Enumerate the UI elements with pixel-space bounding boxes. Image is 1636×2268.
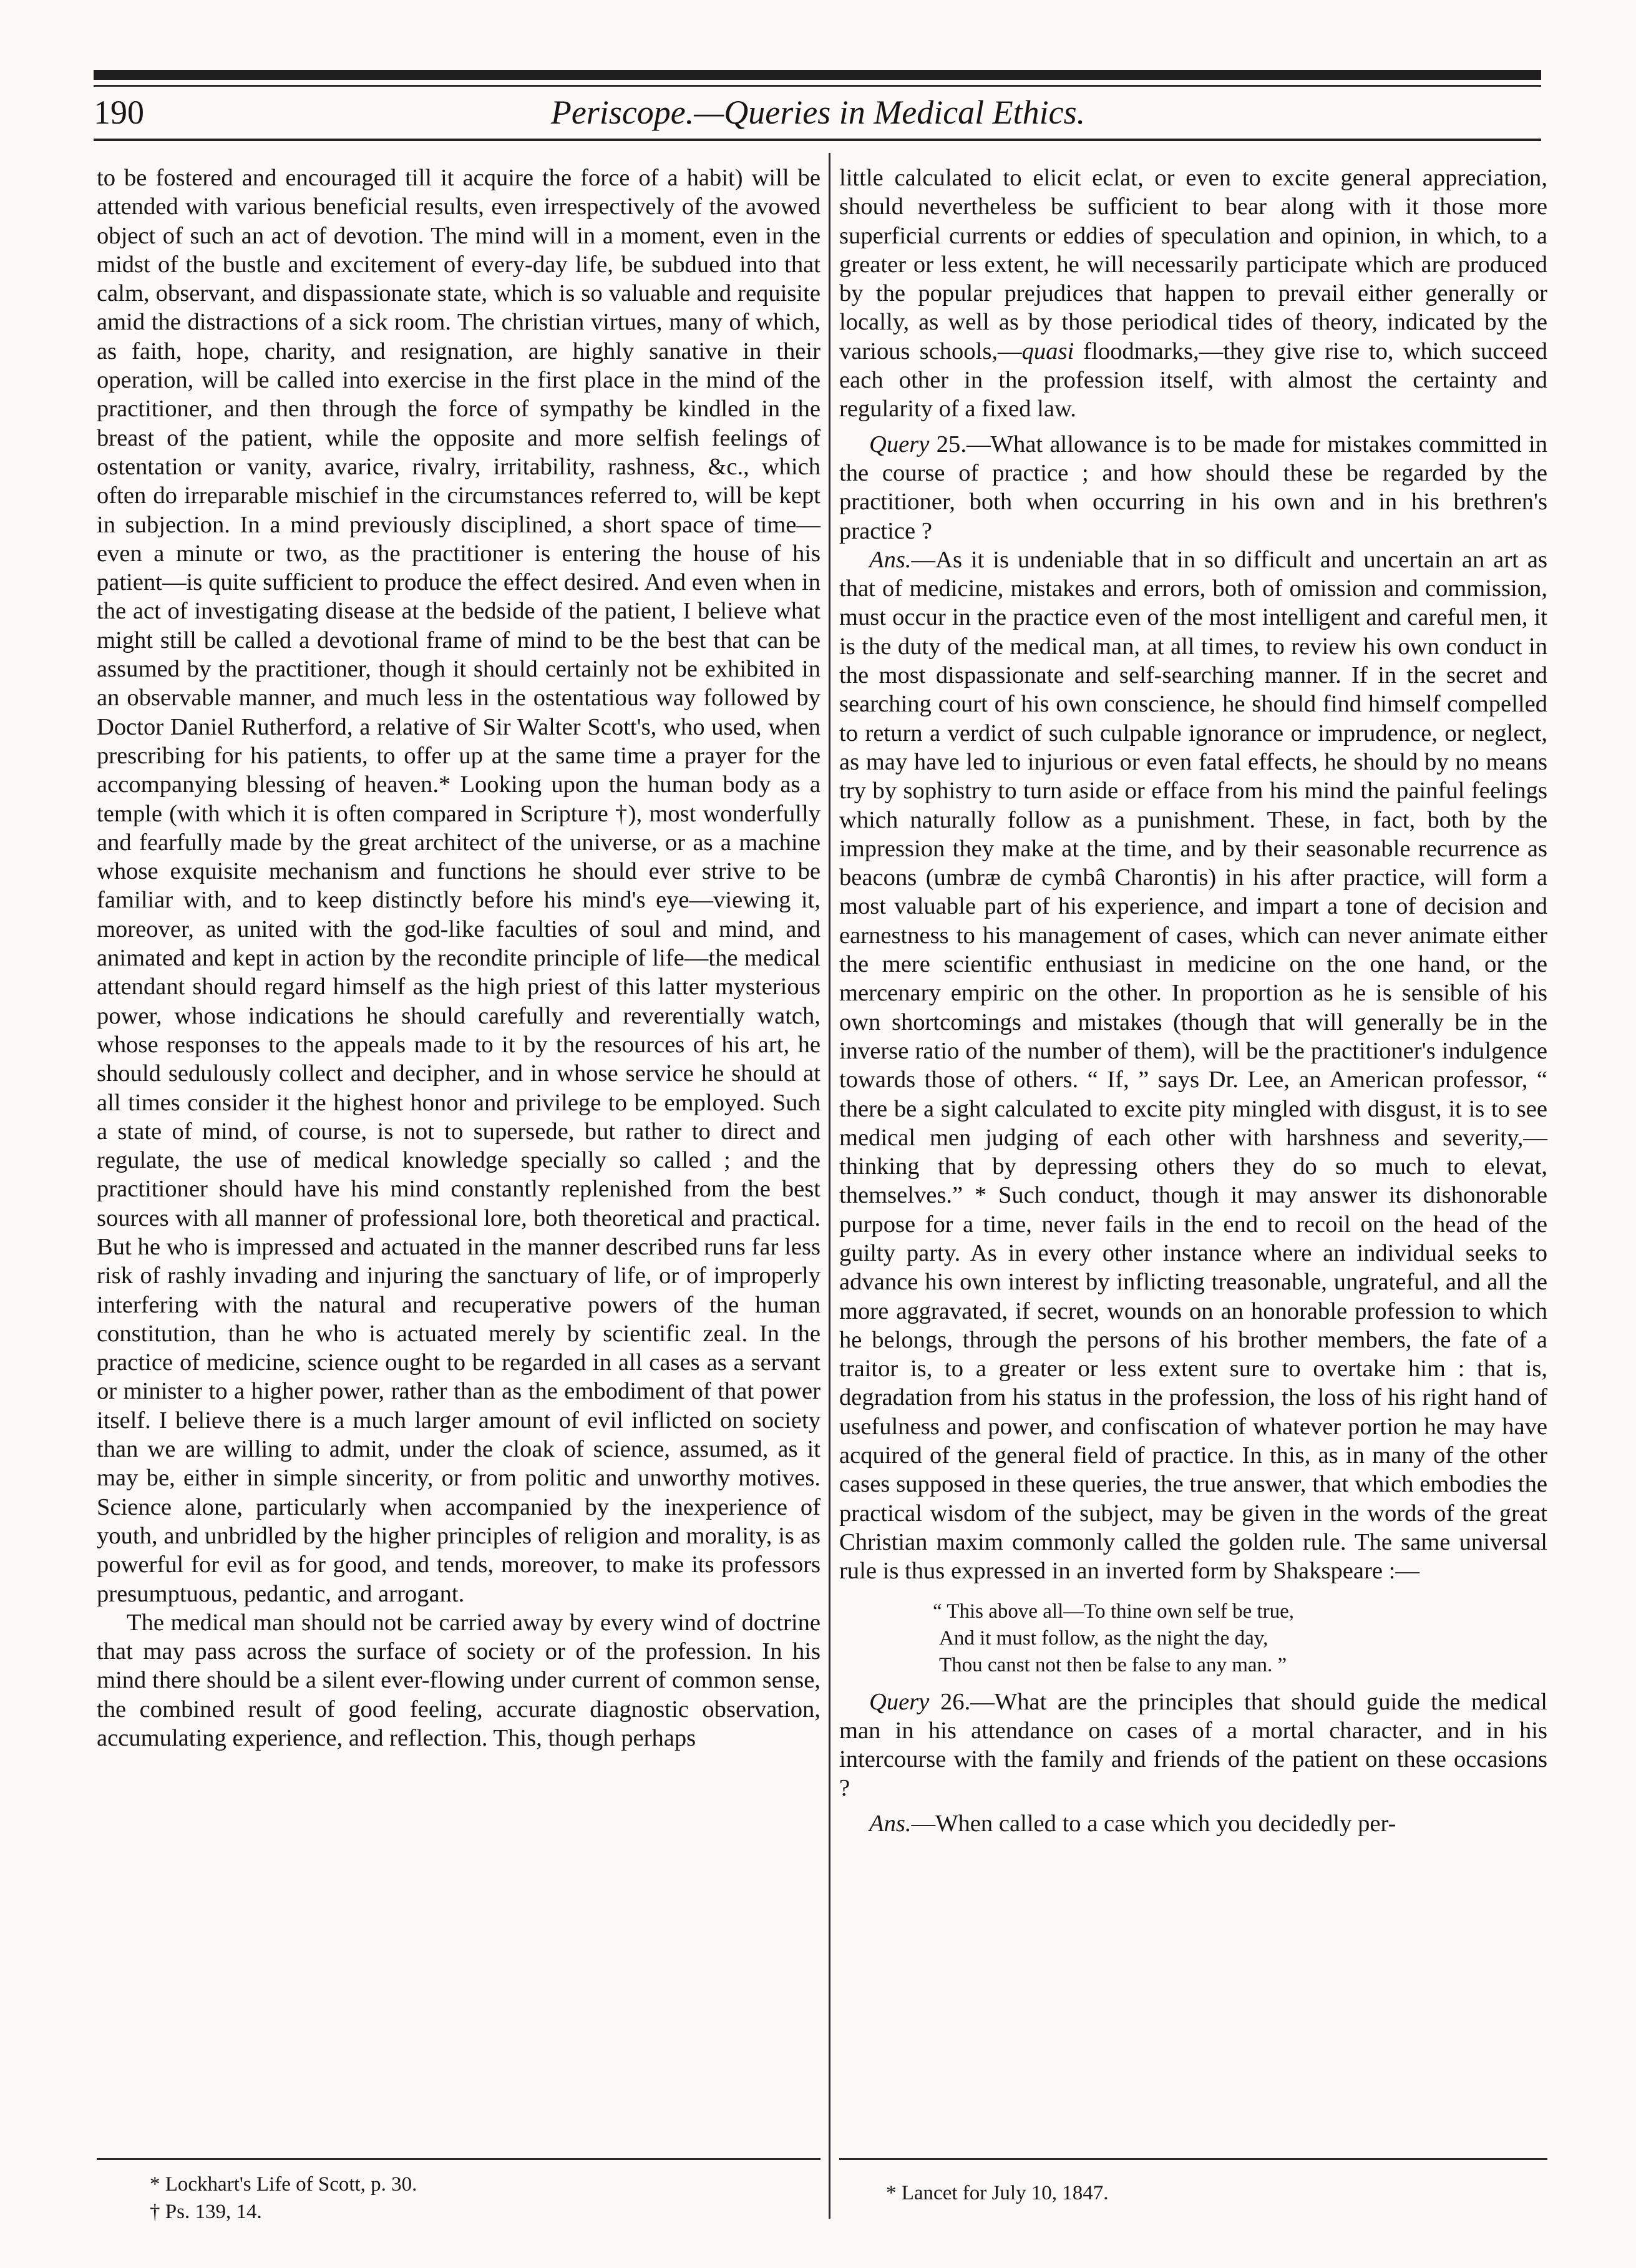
footnote-lancet: * Lancet for July 10, 1847. — [886, 2182, 1109, 2204]
left-paragraph-2: The medical man should not be carried away by every wind of doctrine that may pass across the surface of society or of the profession. In his mind there should be a silent ever-flowing under current of common sense, the combined result of good feeling, accurate diagnostic observation, accumulating experience, and reflection. This, though perhaps — [97, 1609, 820, 1752]
column-divider — [829, 153, 830, 2219]
page-number: 190 — [94, 94, 144, 131]
right-paragraph-1: little calculated to elicit eclat, or even to excite general appreciation, should nevertheless be sufficient to bear along with it those more superficial currents or eddies of speculation and opinion, in which, to a greater or less extent, he will necessarily participate which are produced by the popular prejudices that happen to prevail either generally or locally, as well as by those periodical tides of theory, indicated by the various schools,—quasi floodmarks,—they give rise to, which succeed each other in the profession itself, with almost the certainty and regularity of a fixed law. — [839, 165, 1548, 423]
answer-25: Ans.—As it is undeniable that in so difficult and uncertain an art as that of medicine, mistakes and errors, both of omission and commission, must occur in the practice even of the most intelligent and careful men, it is the duty of the medical man, at all times, to review his own conduct in the most dispassionate and self-searching manner. If in the secret and searching court of his own conscience, he should find himself compelled to return a verdict of such culpable ignorance or imprudence, or neglect, as may have led to injurious or even fatal effects, he should by no means try by sophistry to turn aside or efface from his mind the painful feelings which naturally follow as a punishment. These, in fact, both by the impression they make at the time, and by their seasonable recurrence as beacons (umbræ de cymbâ Charontis) in his after practice, will form a most valuable part of his experience, and impart a tone of decision and earnestness to his management of cases, which can never animate either the mere scientific enthusiast in medicine on the one hand, or the mercenary empiric on the other. In proportion as he is sensible of his own shortcomings and mistakes (though that will generally be in the inverse ratio of the number of them), will be the practitioner's indulgence towards those of others. “ If, ” says Dr. Lee, an American professor, “ there be a sight calculated to excite pity mingled with disgust, it is to see medical men judging of each other with harshness and severity,—thinking that by depressing others they do so much to elevat, themselves.” * Such conduct, though it may answer its dishonorable purpose for a time, never fails in the end to recoil on the head of the guilty party. As in every other instance where an individual seeks to advance his own interest by inflicting treasonable, ungrateful, and all the more aggravated, if secret, wounds on an honorable profession to which he belongs, through the persons of his brother members, the fate of a traitor is, to a greater or less extent sure to overtake him : that is, degradation from his status in the profession, the loss of his right hand of usefulness and power, and confiscation of whatever portion he may have acquired of the general field of practice. In this, as in many of the other cases supposed in these queries, the true answer, that which embodies the practical wisdom of the subject, may be given in the words of the great Christian maxim commonly called the golden rule. The same universal rule is thus expressed in an inverted form by Shakspeare :— — [839, 546, 1547, 1585]
poem-line-1: “ This above all—To thine own self be true, — [933, 1600, 1295, 1623]
running-head: Periscope.—Queries in Medical Ethics. — [550, 94, 1086, 131]
left-column — [97, 164, 820, 1752]
footnotes-left — [150, 2171, 417, 2226]
poem-line-3: Thou canst not then be false to any man. ” — [939, 1653, 1287, 1676]
top-border-rule-thin — [94, 85, 1541, 87]
query-25: Query 25.—What allowance is to be made for mistakes committed in the course of practice ; and how should these be regarded by the practitioner, both when occurring in his own and in his brethren's practice ? — [839, 431, 1547, 544]
query-26: Query 26.—What are the principles that should guide the medical man in his attendance on cases of a mortal character, and in his intercourse with the family and friends of the patient on these occasions ? — [839, 1688, 1547, 1802]
answer-26: Ans.—When called to a case which you decidedly per- — [869, 1810, 1396, 1837]
left-paragraph-1: to be fostered and encouraged till it acquire the force of a habit) will be attended with various beneficial results, even irrespectively of the avowed object of such an act of devotion. The mind will in a moment, even in the midst of the bustle and excitement of every-day life, be subdued into that calm, observant, and dispassionate state, which is so valuable and requisite amid the distractions of a sick room. The christian virtues, many of which, as faith, hope, charity, and resignation, are highly sanative in their operation, will be called into exercise in the first place in the mind of the practitioner, and then through the force of sympathy be kindled in the breast of the patient, while the opposite and more selfish feelings of ostentation or vanity, avarice, rivalry, irritability, rashness, &c., which often do irreparable mischief in the circumstances referred to, will be kept in subjection. In a mind previously disciplined, a short space of time—even a minute or two, as the practitioner is entering the house of his patient—is quite sufficient to produce the effect desired. And even when in the act of investigating disease at the bedside of the patient, I believe what might still be called a devotional frame of mind to be the best that can be assumed by the practitioner, though it should certainly not be exhibited in an observable manner, and much less in the ostentatious way followed by Doctor Daniel Rutherford, a relative of Sir Walter Scott's, who used, when prescribing for his patients, to offer up at the same time a prayer for the accompanying blessing of heaven.* Looking upon the human body as a temple (with which it is often compared in Scripture †), most wonderfully and fearfully made by the great architect of the universe, or as a machine whose exquisite mechanism and functions he should ever strive to be familiar with, and to keep distinctly before his mind's eye—viewing it, moreover, as united with the god-like faculties of soul and mind, and animated and kept in action by the recondite principle of life—the medical attendant should regard himself as the high priest of this latter mysterious power, whose indications he should carefully and reverentially watch, whose responses to the appeals made to it by the resources of his art, he should sedulously collect and decipher, and in whose service he should at all times consider it the highest honor and privilege to be employed. Such a state of mind, of course, is not to supersede, but rather to direct and regulate, the use of medical knowledge specially so called ; and the practitioner should have his mind constantly replenished from the best sources with all manner of professional lore, both theoretical and practical. But he who is impressed and actuated in the manner described runs far less risk of rashly invading and injuring the sanctuary of life, or of improperly interfering with the natural and recuperative powers of the human constitution, than he who is actuated merely by scientific zeal. In the practice of medicine, science ought to be regarded in all cases as a servant or minister to a higher power, rather than as the embodiment of that power itself. I believe there is a much larger amount of evil inflicted on society than we are willing to admit, under the cloak of science, assumed, as it may be, either in simple sincerity, or from politic and unworthy motives. Science alone, particularly when accompanied by the inexperience of youth, and unbridled by the higher principles of religion and morality, is as powerful for evil as for good, and tends, moreover, to make its professors presumptuous, pedantic, and arrogant. — [97, 165, 820, 1607]
poem-line-2: And it must follow, as the night the day, — [939, 1626, 1268, 1650]
right-column — [839, 164, 1547, 1838]
quasi-italic: quasi — [1021, 338, 1074, 364]
header-rule — [94, 139, 1541, 141]
footnote-rule-left — [97, 2158, 820, 2160]
footnotes-right — [886, 2179, 1109, 2207]
footnote-psalms: † Ps. 139, 14. — [150, 2201, 262, 2223]
footnote-rule-right — [839, 2158, 1547, 2160]
shakspeare-quote — [933, 1598, 1547, 1679]
footnote-lockhart: * Lockhart's Life of Scott, p. 30. — [150, 2173, 417, 2196]
top-border-rule — [94, 70, 1541, 80]
